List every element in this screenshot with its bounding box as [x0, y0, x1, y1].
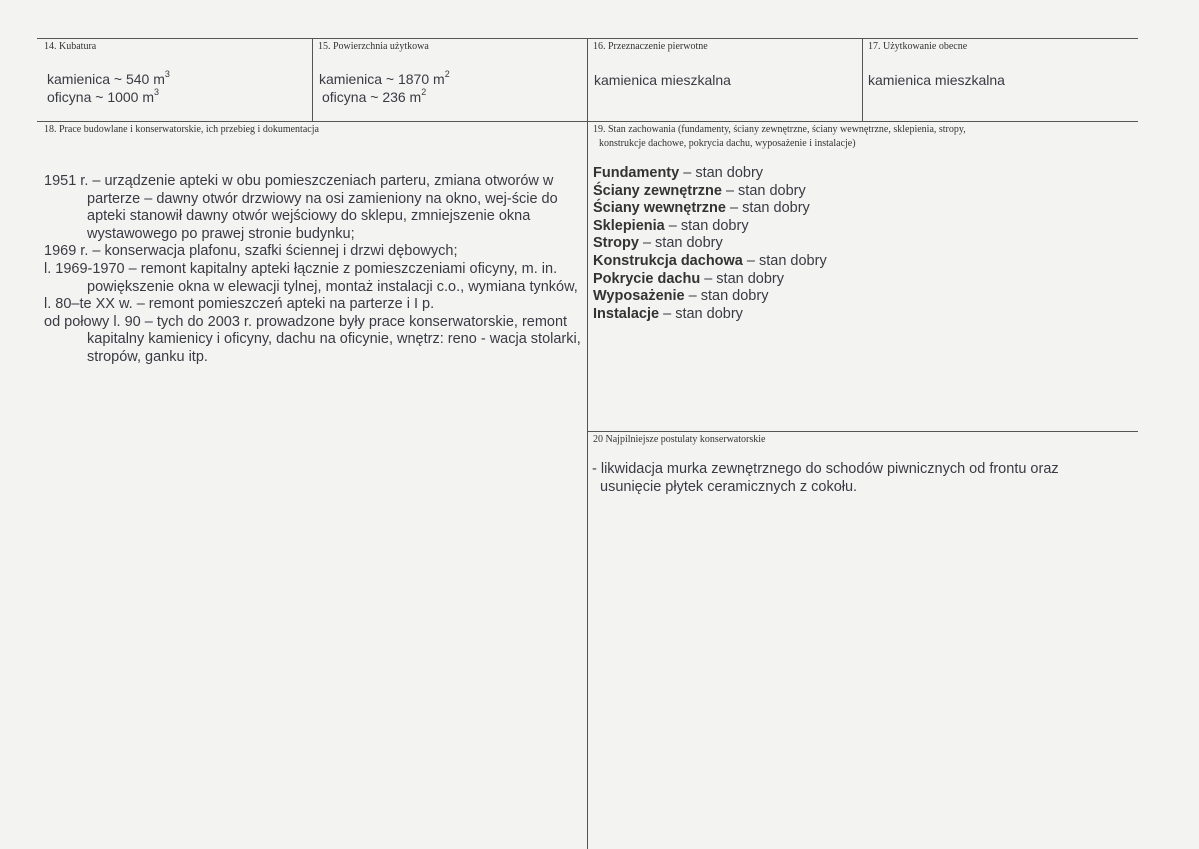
- prace-entry: 1951 r. – urządzenie apteki w obu pomieszczeniach parteru, zmiana otworów w parterze – dawny otwór drzwiowy na osi zamieniony na okno, wej-ście do apteki stanowił dawny otwór wejściowy do sklepu, zmniejszenie okna wystawowego po prawej stronie budynku;: [44, 173, 558, 242]
- prace-entry: 1969 r. – konserwacja plafonu, szafki ściennej i drzwi dębowych;: [44, 243, 458, 260]
- powierzchnia-value-1: kamienica ~ 1870 $m^2$: [319, 69, 450, 87]
- section-19-20-divider: [587, 431, 1138, 432]
- prace-list: [44, 173, 584, 367]
- kubatura-value-1: kamienica ~ 540 $m^3$: [47, 69, 170, 87]
- stan-item: Instalacje – stan dobry: [593, 305, 743, 322]
- prace-entry: l. 80–te XX w. – remont pomieszczeń apteki na parterze i I p.: [44, 296, 435, 313]
- stan-label-line-1: 19. Stan zachowania (fundamenty, ściany zewnętrzne, ściany wewnętrzne, sklepienia, stropy,: [593, 124, 966, 135]
- kubatura-value-2: oficyna ~ 1000 $m^3$: [47, 87, 160, 105]
- stan-item: Wyposażenie – stan dobry: [593, 288, 769, 305]
- stan-item: Stropy – stan dobry: [593, 235, 723, 252]
- stan-item: Ściany wewnętrzne – stan dobry: [593, 200, 810, 217]
- stan-label-line-2: konstrukcje dachowe, pokrycia dachu, wyposażenie i instalacje): [599, 138, 856, 149]
- postulaty-line-2: usunięcie płytek ceramicznych z cokołu.: [600, 478, 858, 495]
- prace-label: 18. Prace budowlane i konserwatorskie, ich przebieg i dokumentacja: [44, 124, 319, 135]
- prace-entry: od połowy l. 90 – tych do 2003 r. prowadzone były prace konserwatorskie, remont kapitalny kamienicy i oficyny, dachu na oficynie, wnętrz: reno - wacja stolarki, stropów, ganku itp.: [44, 313, 581, 365]
- powierzchnia-value-2: oficyna ~ 236 $m^2$: [322, 87, 427, 105]
- stan-item: Ściany zewnętrzne – stan dobry: [593, 182, 806, 199]
- stan-item: Konstrukcja dachowa – stan dobry: [593, 252, 827, 269]
- stan-item: Fundamenty – stan dobry: [593, 165, 764, 181]
- kubatura-label: 14. Kubatura: [44, 41, 97, 52]
- col-divider-2: [587, 38, 588, 849]
- col-divider-1: [312, 38, 313, 121]
- stan-item: Sklepienia – stan dobry: [593, 217, 749, 234]
- uzytkowanie-value: kamienica mieszkalna: [868, 72, 1005, 88]
- postulaty-label: 20 Najpilniejsze postulaty konserwatorskie: [593, 434, 766, 445]
- col-divider-3: [862, 38, 863, 121]
- przeznaczenie-label: 16. Przeznaczenie pierwotne: [593, 41, 708, 52]
- prace-entry: l. 1969-1970 – remont kapitalny apteki łącznie z pomieszczeniami oficyny, m. in. powiększenie okna w elewacji tylnej, montaż instalacji c.o., wymiana tynków,: [44, 260, 578, 295]
- przeznaczenie-value: kamienica mieszkalna: [594, 72, 731, 88]
- stan-item: Pokrycie dachu – stan dobry: [593, 270, 785, 287]
- stan-list: [593, 165, 827, 323]
- postulaty-line-1: - likwidacja murka zewnętrznego do schodów piwnicznych od frontu oraz: [592, 461, 1059, 477]
- postulaty-text: [592, 461, 1132, 496]
- powierzchnia-label: 15. Powierzchnia użytkowa: [318, 41, 429, 52]
- uzytkowanie-label: 17. Użytkowanie obecne: [868, 41, 968, 52]
